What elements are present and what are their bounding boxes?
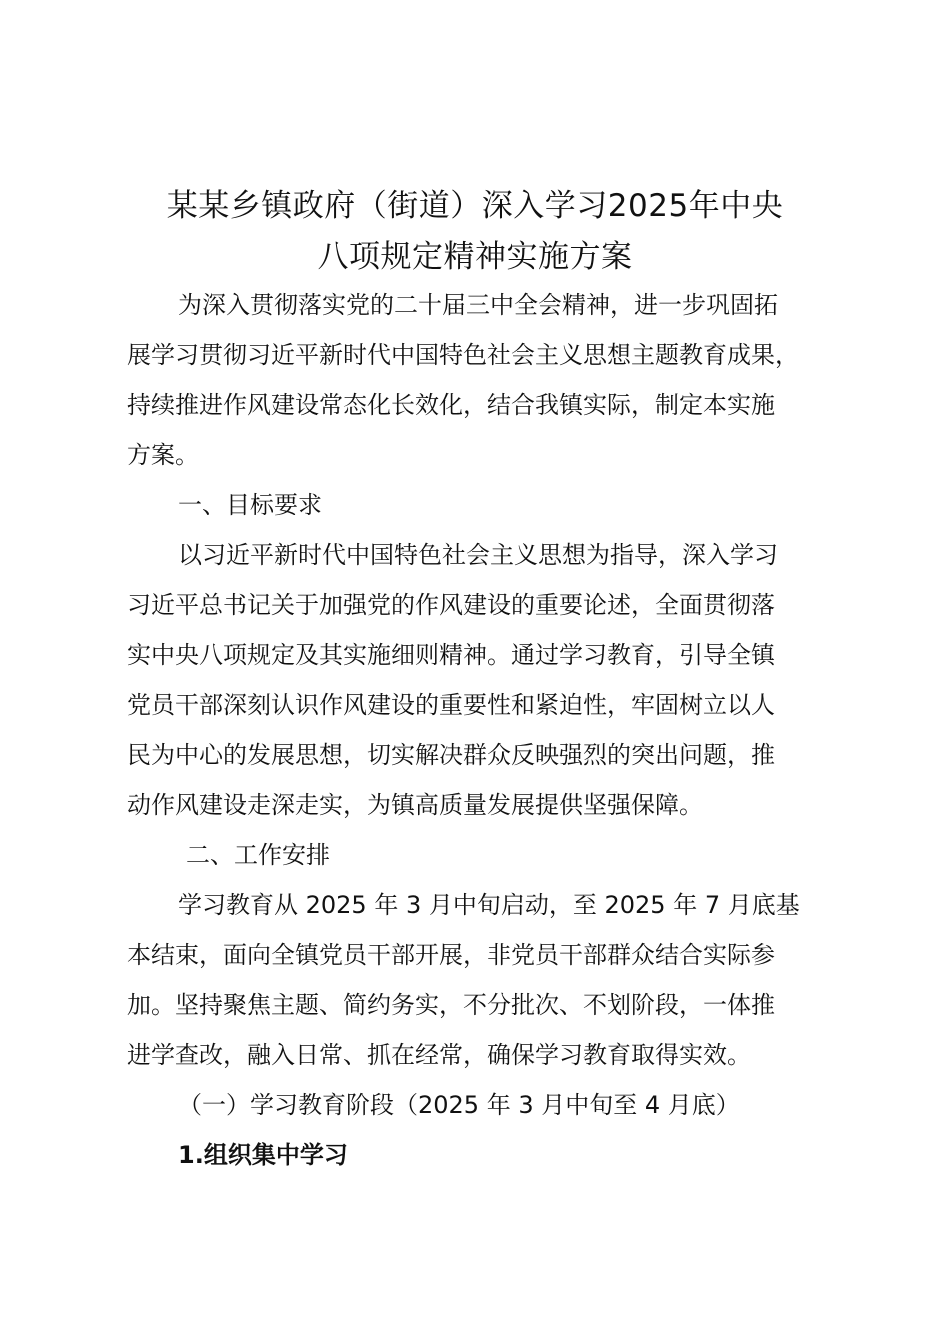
document-title-line-2: 八项规定精神实施方案 [317, 239, 633, 275]
document-title-line-1: 某某乡镇政府（街道）深入学习2025年中央 [166, 188, 784, 224]
section-heading-arrangement: 二、工作安排 [186, 841, 330, 869]
paragraph-goals-line-1: 以习近平新时代中国特色社会主义思想为指导，深入学习 [178, 541, 778, 569]
item-heading-group-study: 1.组织集中学习 [178, 1141, 348, 1169]
paragraph-goals-line-4: 党员干部深刻认识作风建设的重要性和紧迫性，牢固树立以人 [127, 691, 775, 719]
paragraph-arrangement-line-3: 加。坚持聚焦主题、简约务实，不分批次、不划阶段，一体推 [127, 991, 775, 1019]
paragraph-arrangement-line-4: 进学查改，融入日常、抓在经常，确保学习教育取得实效。 [127, 1041, 751, 1069]
paragraph-intro-line-2: 展学习贯彻习近平新时代中国特色社会主义思想主题教育成果， [127, 341, 799, 369]
section-heading-goals: 一、目标要求 [178, 491, 322, 519]
paragraph-goals-line-2: 习近平总书记关于加强党的作风建设的重要论述，全面贯彻落 [127, 591, 775, 619]
paragraph-intro-line-3: 持续推进作风建设常态化长效化，结合我镇实际，制定本实施 [127, 391, 775, 419]
subsection-heading-study-phase: （一）学习教育阶段（2025 年 3 月中旬至 4 月底） [178, 1091, 740, 1119]
paragraph-arrangement-line-2: 本结束，面向全镇党员干部开展，非党员干部群众结合实际参 [127, 941, 775, 969]
paragraph-arrangement-line-1: 学习教育从 2025 年 3 月中旬启动，至 2025 年 7 月底基 [178, 891, 800, 919]
paragraph-goals-line-5: 民为中心的发展思想，切实解决群众反映强烈的突出问题，推 [127, 741, 775, 769]
paragraph-goals-line-6: 动作风建设走深走实，为镇高质量发展提供坚强保障。 [127, 791, 703, 819]
paragraph-intro-line-4: 方案。 [127, 441, 199, 469]
paragraph-intro-line-1: 为深入贯彻落实党的二十届三中全会精神，进一步巩固拓 [178, 291, 778, 319]
paragraph-goals-line-3: 实中央八项规定及其实施细则精神。通过学习教育，引导全镇 [127, 641, 775, 669]
